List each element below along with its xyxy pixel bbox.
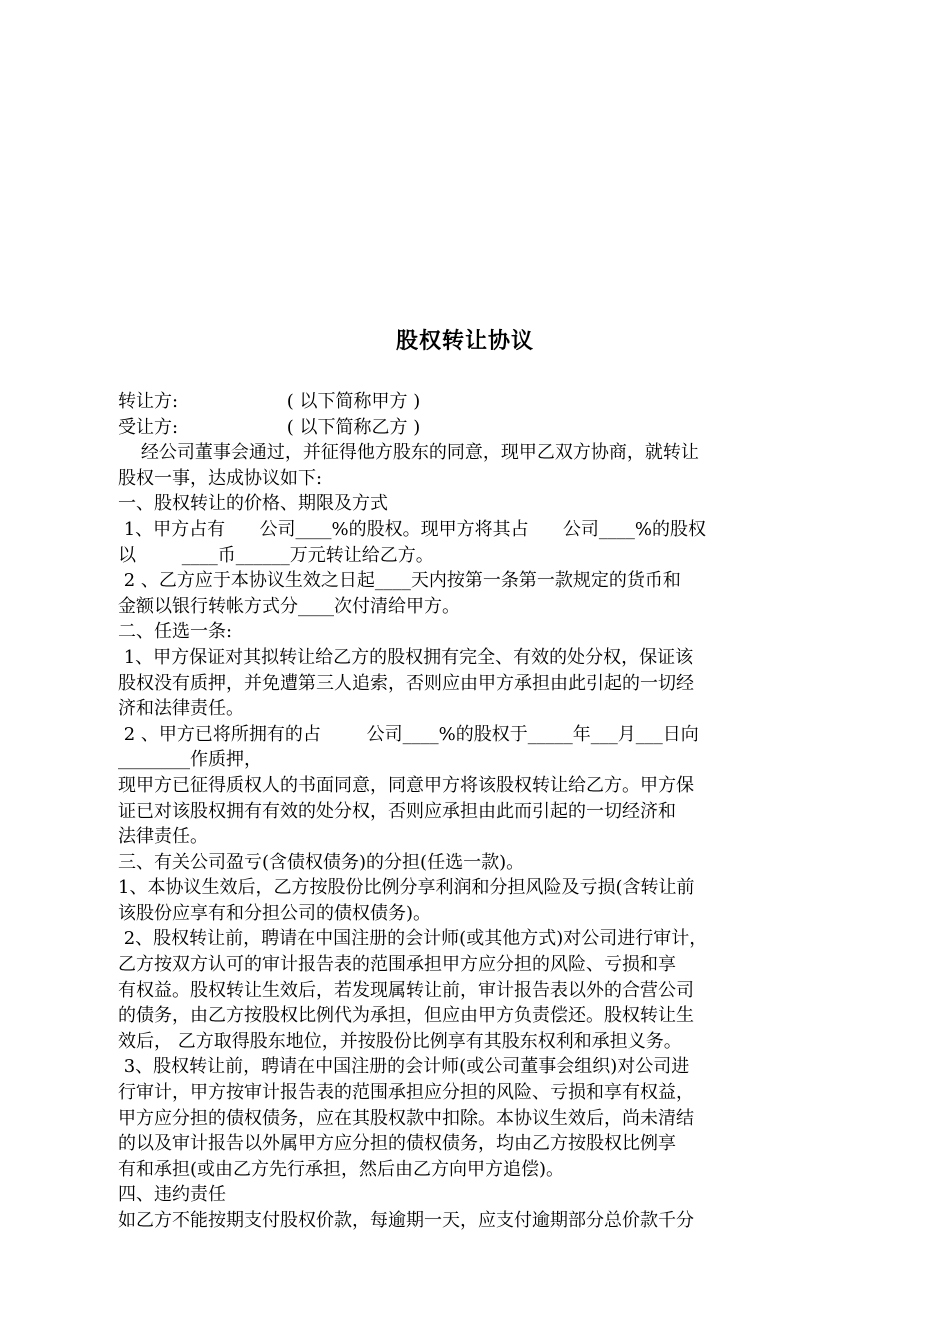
paragraph-line: 现甲方已征得质权人的书面同意，同意甲方将该股权转让给乙方。甲方保 (118, 774, 694, 796)
paragraph-line: 如乙方不能按期支付股权价款，每逾期一天，应支付逾期部分总价款千分 (118, 1210, 694, 1231)
paragraph-line: 济和法律责任。 (118, 698, 244, 720)
section-heading: 四、违约责任 (118, 1184, 226, 1206)
paragraph-line: 法律责任。 (118, 826, 208, 848)
paragraph-line: 2 、乙方应于本协议生效之日起____天内按第一条第一款规定的货币和 (118, 570, 681, 592)
party-b-line: 受让方: ( 以下简称乙方 ) (118, 416, 421, 438)
section-heading: 二、任选一条: (118, 621, 233, 643)
paragraph-line: 股权没有质押，并免遭第三人追索，否则应由甲方承担由此引起的一切经 (118, 672, 694, 694)
paragraph-line: 3、股权转让前，聘请在中国注册的会计师(或公司董事会组织)对公司进 (118, 1056, 690, 1078)
document-title: 股权转让协议 (395, 329, 534, 354)
paragraph-line: 该股份应享有和分担公司的债权债务)。 (118, 902, 432, 924)
paragraph-line: 的债务，由乙方按股权比例代为承担，但应由甲方负责偿还。股权转让生 (118, 1005, 694, 1027)
paragraph-line: 甲方应分担的债权债务，应在其股权款中扣除。本协议生效后，尚未清结 (118, 1107, 694, 1129)
paragraph-line: 有和承担(或由乙方先行承担，然后由乙方向甲方追偿)。 (118, 1158, 565, 1180)
paragraph-line: 1、甲方保证对其拟转让给乙方的股权拥有完全、有效的处分权，保证该 (118, 646, 694, 668)
party-a-line: 转让方: ( 以下简称甲方 ) (118, 391, 421, 412)
paragraph-line: ________作质押， (118, 749, 262, 771)
preamble-line: 经公司董事会通过，并征得他方股东的同意，现甲乙双方协商，就转让 (118, 442, 699, 464)
preamble-line: 股权一事，达成协议如下: (118, 467, 323, 489)
paragraph-line: 乙方按双方认可的审计报告表的范围承担甲方应分担的风险、亏损和享 (118, 954, 676, 976)
paragraph-line: 以 ____币______万元转让给乙方。 (118, 544, 434, 566)
paragraph-line: 行审计，甲方按审计报告表的范围承担应分担的风险、亏损和享有权益， (118, 1082, 694, 1104)
paragraph-line: 2、股权转让前，聘请在中国注册的会计师(或其他方式)对公司进行审计， (118, 928, 708, 950)
paragraph-line: 的以及审计报告以外属甲方应分担的债权债务，均由乙方按股权比例享 (118, 1133, 676, 1155)
paragraph-line: 效后， 乙方取得股东地位，并按股份比例享有其股东权利和承担义务。 (118, 1030, 682, 1052)
paragraph-line: 2 、甲方已将所拥有的占 公司____%的股权于_____年___月___日向 (118, 723, 699, 745)
paragraph-line: 有权益。股权转让生效后，若发现属转让前，审计报告表以外的合营公司 (118, 979, 694, 1001)
section-heading: 一、股权转让的价格、期限及方式 (118, 493, 388, 515)
paragraph-line: 证已对该股权拥有有效的处分权，否则应承担由此而引起的一切经济和 (118, 800, 676, 822)
paragraph-line: 金额以银行转帐方式分____次付清给甲方。 (118, 595, 460, 617)
paragraph-line: 1、本协议生效后，乙方按股份比例分享利润和分担风险及亏损(含转让前 (118, 877, 695, 899)
paragraph-line: 1、甲方占有 公司____%的股权。现甲方将其占 公司____%的股权 (118, 518, 707, 540)
document-body (118, 389, 828, 1234)
section-heading: 三、有关公司盈亏(含债权债务)的分担(任选一款)。 (118, 851, 525, 873)
